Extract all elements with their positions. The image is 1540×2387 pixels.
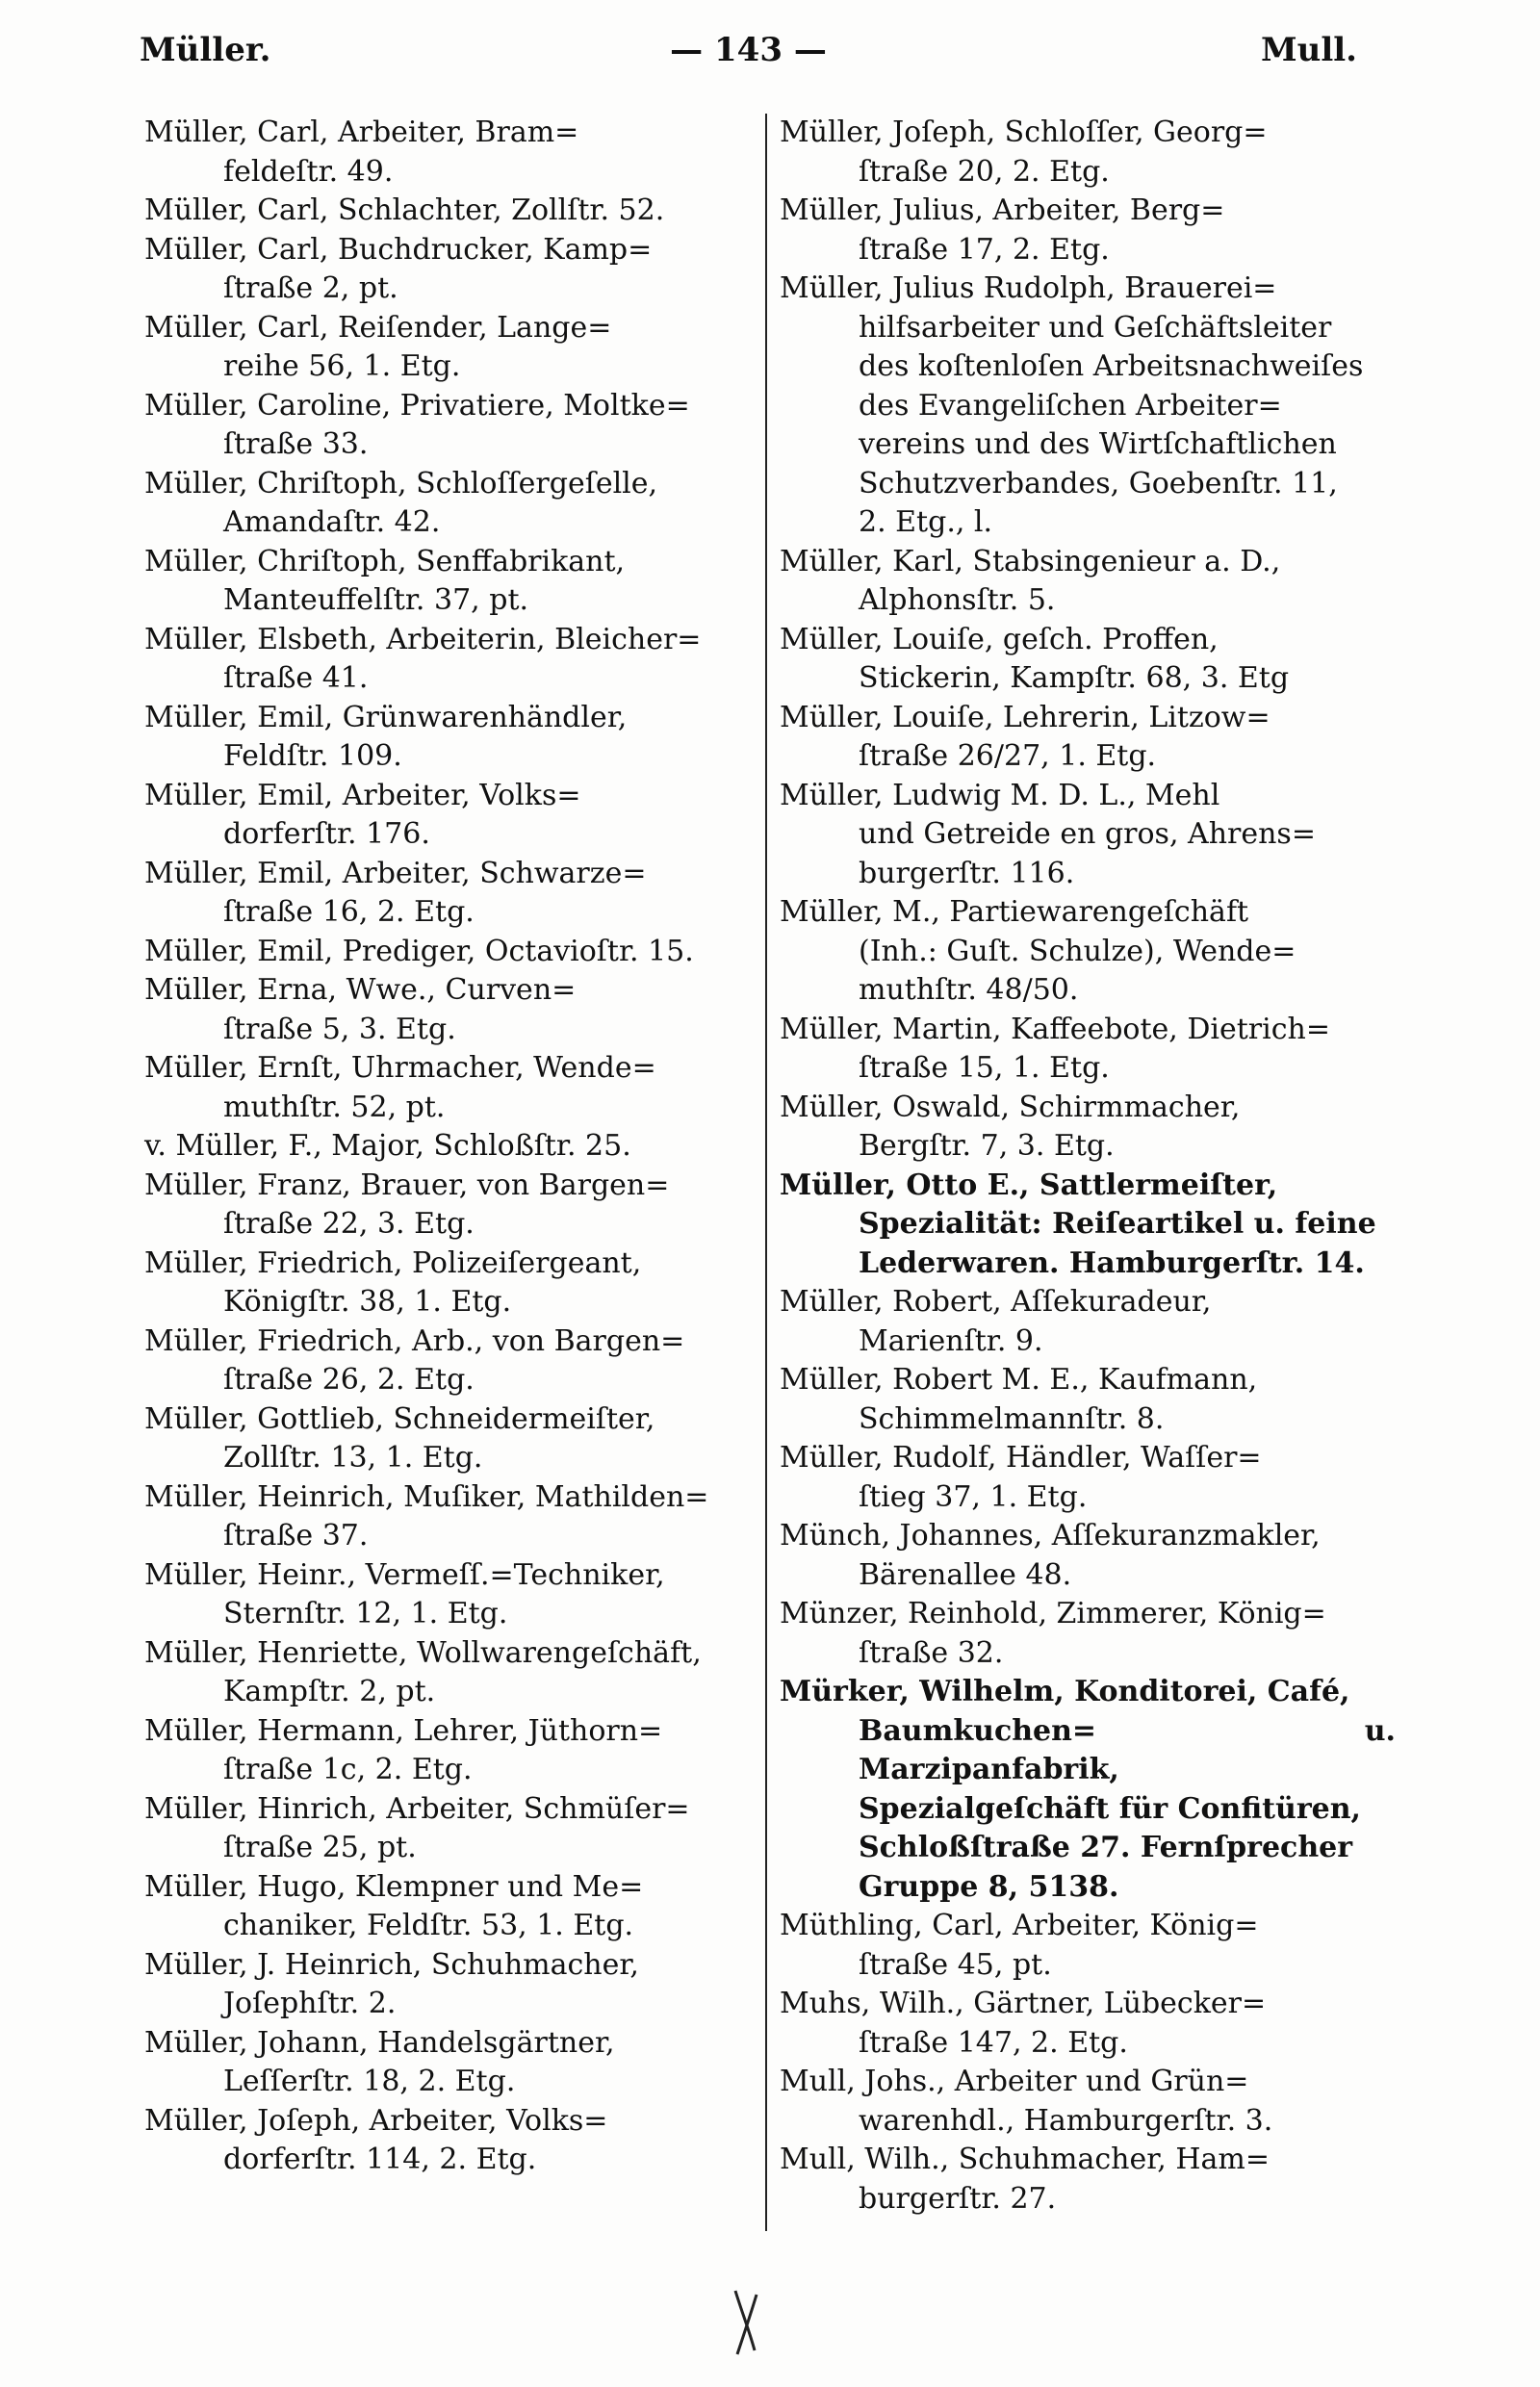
directory-entry: [144, 1556, 751, 1634]
entry-continuation-line: vereins und des Wirtſchaftlichen: [859, 427, 1337, 461]
entry-name-line: Müller, Hermann, Lehrer, Jüthorn=: [144, 1713, 663, 1748]
directory-entry: [780, 621, 1396, 699]
directory-entry: [144, 543, 751, 621]
entry-name-line: Müller, Heinrich, Muſiker, Mathilden=: [144, 1479, 709, 1514]
entry-name-line: Müller, Friedrich, Polizeiſergeant,: [144, 1245, 642, 1280]
directory-entry: [144, 1946, 751, 2024]
directory-entry: [144, 933, 751, 972]
entry-name-line: Müller, Karl, Stabsingenieur a. D.,: [780, 544, 1281, 578]
entry-continuation-line: hilfsarbeiter und Geſchäftsleiter: [859, 310, 1332, 345]
entry-name-line: Müller, Johann, Handelsgärtner,: [144, 2025, 615, 2060]
directory-entry: [780, 1011, 1396, 1089]
entry-name-line: Müller, Ludwig M. D. L., Mehl: [780, 778, 1220, 812]
directory-entry: [780, 1907, 1396, 1985]
entry-continuation-line: Zollſtr. 13, 1. Etg.: [223, 1441, 483, 1475]
entry-continuation-line: Schimmelmannſtr. 8.: [859, 1401, 1165, 1436]
entry-name-line: Müller, Hinrich, Arbeiter, Schmüſer=: [144, 1791, 690, 1826]
directory-entry: [780, 192, 1396, 270]
entry-name-line: Müller, Emil, Arbeiter, Schwarze=: [144, 856, 647, 890]
entry-continuation-line: Baumkuchen= u. Marzipanfabrik,: [859, 1713, 1396, 1786]
entry-continuation-line: ſtraße 22, 3. Etg.: [223, 1207, 475, 1241]
directory-entry: [780, 699, 1396, 777]
directory-entry: [780, 114, 1396, 192]
entry-continuation-line: Schloßſtraße 27. Fernſprecher: [859, 1831, 1353, 1864]
column-divider: [765, 114, 767, 2231]
entry-continuation-line: feldeſtr. 49.: [223, 154, 394, 189]
entry-continuation-line: muthſtr. 52, pt.: [223, 1090, 446, 1124]
entry-continuation-line: ſtraße 45, pt.: [859, 1947, 1052, 1982]
entry-continuation-line: burgerſtr. 116.: [859, 856, 1075, 890]
page-number: — 143 —: [670, 31, 827, 69]
pencil-x-mark: [728, 2281, 766, 2358]
directory-entry: [780, 2063, 1396, 2141]
entry-name-line: Müller, Heinr., Vermeſſ.=Techniker,: [144, 1557, 665, 1592]
directory-entry: [144, 1400, 751, 1478]
directory-entry: [144, 114, 751, 192]
directory-entry: [780, 1283, 1396, 1361]
entry-name-line: Müller, Chriſtoph, Senffabrikant,: [144, 544, 626, 578]
entry-continuation-line: (Inh.: Guſt. Schulze), Wende=: [859, 934, 1296, 968]
directory-entry: [780, 893, 1396, 1011]
directory-entry: [144, 1790, 751, 1868]
directory-entry: [780, 543, 1396, 621]
entry-name-line: Müller, M., Partiewarengeſchäft: [780, 895, 1249, 929]
directory-entry: [144, 1127, 751, 1167]
entry-name-line: Müller, Hugo, Klempner und Me=: [144, 1869, 644, 1904]
entry-continuation-line: des Evangeliſchen Arbeiter=: [859, 388, 1282, 423]
page-header: [140, 21, 1357, 79]
entry-continuation-line: ſtraße 41.: [223, 661, 369, 695]
entry-name-line: Müller, J. Heinrich, Schuhmacher,: [144, 1947, 639, 1982]
entry-name-line: Müller, Chriſtoph, Schloſſergeſelle,: [144, 466, 658, 500]
directory-entry: [144, 971, 751, 1049]
entry-continuation-line: ſtraße 2, pt.: [223, 271, 398, 305]
directory-entry: [780, 1595, 1396, 1673]
directory-entry: [144, 621, 751, 699]
entry-name-line: Müller, Carl, Reiſender, Lange=: [144, 310, 612, 345]
directory-entry: [144, 2024, 751, 2102]
entry-name-line: Müller, Rudolf, Händler, Waſſer=: [780, 1441, 1262, 1475]
entry-continuation-line: ſtraße 5, 3. Etg.: [223, 1012, 456, 1046]
entry-continuation-line: 2. Etg., l.: [859, 505, 993, 539]
entry-name-line: Münzer, Reinhold, Zimmerer, König=: [780, 1597, 1326, 1630]
entry-continuation-line: ſtraße 15, 1. Etg.: [859, 1051, 1110, 1085]
directory-entry: [780, 777, 1396, 894]
entry-name-line: Müller, Louiſe, geſch. Proffen,: [780, 622, 1219, 656]
entry-continuation-line: chaniker, Feldſtr. 53, 1. Etg.: [223, 1909, 634, 1942]
entry-name-line: Müller, Joſeph, Schloſſer, Georg=: [780, 116, 1268, 149]
entry-continuation-line: ſtraße 16, 2. Etg.: [223, 895, 475, 929]
directory-entry: [144, 777, 751, 855]
entry-continuation-line: Leſſerſtr. 18, 2. Etg.: [223, 2065, 516, 2098]
entry-continuation-line: des koſtenloſen Arbeitsnachweiſes: [859, 349, 1364, 383]
entry-name-line: Müller, Elsbeth, Arbeiterin, Bleicher=: [144, 622, 702, 656]
directory-entry: [144, 1245, 751, 1322]
entry-continuation-line: ſtraße 26, 2. Etg.: [223, 1363, 475, 1397]
entry-continuation-line: Kampſtr. 2, pt.: [223, 1675, 436, 1708]
entry-name-line: Müller, Emil, Prediger, Octavioſtr. 15.: [144, 934, 694, 968]
directory-entry: [780, 1167, 1396, 1284]
directory-entry: [144, 855, 751, 933]
entry-name-line: Mürker, Wilhelm, Konditorei, Café,: [780, 1675, 1350, 1708]
entry-continuation-line: Spezialgeſchäft für Confitüren,: [859, 1791, 1361, 1826]
entry-continuation-line: Spezialität: Reiſeartikel u. feine: [859, 1207, 1376, 1241]
entry-name-line: Muhs, Wilh., Gärtner, Lübecker=: [780, 1987, 1267, 2020]
directory-entry: [780, 1439, 1396, 1517]
header-right-keyword: Mull.: [1260, 31, 1357, 69]
entry-continuation-line: dorferſtr. 176.: [223, 817, 430, 851]
directory-entry: [144, 387, 751, 465]
entry-continuation-line: dorferſtr. 114, 2. Etg.: [223, 2143, 537, 2176]
directory-entry: [780, 1517, 1396, 1595]
entry-continuation-line: ſtieg 37, 1. Etg.: [859, 1479, 1088, 1514]
entry-name-line: Müller, Julius, Arbeiter, Berg=: [780, 193, 1225, 227]
entry-continuation-line: ſtraße 147, 2. Etg.: [859, 2025, 1128, 2060]
entry-name-line: Müller, Robert M. E., Kaufmann,: [780, 1363, 1258, 1397]
entry-continuation-line: ſtraße 25, pt.: [223, 1831, 417, 1864]
directory-entry: [144, 231, 751, 309]
entry-continuation-line: Königſtr. 38, 1. Etg.: [223, 1285, 512, 1319]
entry-name-line: v. Müller, F., Major, Schloßſtr. 25.: [144, 1129, 631, 1163]
directory-entry: [144, 1049, 751, 1127]
directory-entry: [144, 1868, 751, 1946]
entry-name-line: Müller, Gottlieb, Schneidermeiſter,: [144, 1401, 655, 1436]
entry-continuation-line: Stickerin, Kampſtr. 68, 3. Etg: [859, 661, 1290, 695]
entry-name-line: Müller, Joſeph, Arbeiter, Volks=: [144, 2103, 608, 2138]
entry-name-line: Müller, Ernſt, Uhrmacher, Wende=: [144, 1051, 656, 1085]
directory-entry: [780, 270, 1396, 543]
entry-name-line: Müller, Friedrich, Arb., von Bargen=: [144, 1323, 685, 1358]
entry-continuation-line: ſtraße 26/27, 1. Etg.: [859, 739, 1157, 773]
entry-continuation-line: Bergſtr. 7, 3. Etg.: [859, 1129, 1115, 1163]
directory-entry: [144, 699, 751, 777]
entry-continuation-line: Sternſtr. 12, 1. Etg.: [223, 1597, 508, 1630]
directory-entry: [144, 1478, 751, 1556]
entry-continuation-line: ſtraße 32.: [859, 1635, 1004, 1670]
entry-continuation-line: Manteuffelſtr. 37, pt.: [223, 583, 529, 617]
entry-name-line: Müller, Julius Rudolph, Brauerei=: [780, 271, 1277, 305]
entry-name-line: Müller, Oswald, Schirmmacher,: [780, 1090, 1241, 1124]
entry-continuation-line: Lederwaren. Hamburgerſtr. 14.: [859, 1245, 1365, 1280]
directory-entry: [144, 1712, 751, 1790]
entry-name-line: Müller, Carl, Arbeiter, Bram=: [144, 116, 579, 149]
directory-entry: [144, 1322, 751, 1400]
directory-entry: [780, 2141, 1396, 2219]
entry-continuation-line: Alphonsſtr. 5.: [859, 583, 1056, 617]
entry-continuation-line: Amandaſtr. 42.: [223, 505, 441, 539]
directory-entry: [144, 192, 751, 231]
directory-entry: [144, 465, 751, 543]
entry-name-line: Müller, Otto E., Sattlermeiſter,: [780, 1168, 1278, 1202]
entry-continuation-line: ſtraße 17, 2. Etg.: [859, 232, 1110, 267]
entry-name-line: Münch, Johannes, Aſſekuranzmakler,: [780, 1519, 1321, 1553]
entry-name-line: Müthling, Carl, Arbeiter, König=: [780, 1909, 1259, 1942]
entry-name-line: Müller, Franz, Brauer, von Bargen=: [144, 1168, 670, 1202]
entry-continuation-line: ſtraße 33.: [223, 427, 369, 461]
directory-entry: [144, 2102, 751, 2180]
directory-entry: [144, 1167, 751, 1245]
entry-continuation-line: reihe 56, 1. Etg.: [223, 349, 461, 383]
entry-name-line: Müller, Henriette, Wollwarengeſchäft,: [144, 1635, 702, 1670]
left-column: [144, 114, 751, 2180]
directory-entry: [780, 1985, 1396, 2063]
entry-name-line: Müller, Emil, Arbeiter, Volks=: [144, 778, 581, 812]
entry-name-line: Müller, Carl, Schlachter, Zollſtr. 52.: [144, 193, 665, 227]
entry-name-line: Mull, Wilh., Schuhmacher, Ham=: [780, 2143, 1270, 2176]
header-left-keyword: Müller.: [140, 31, 271, 69]
entry-name-line: Müller, Caroline, Privatiere, Moltke=: [144, 388, 690, 423]
entry-continuation-line: burgerſtr. 27.: [859, 2181, 1057, 2216]
entry-continuation-line: warenhdl., Hamburgerſtr. 3.: [859, 2103, 1273, 2138]
directory-entry: [780, 1361, 1396, 1439]
entry-continuation-line: Schutzverbandes, Goebenſtr. 11,: [859, 466, 1338, 500]
entry-name-line: Müller, Erna, Wwe., Curven=: [144, 973, 577, 1007]
entry-continuation-line: Joſephſtr. 2.: [223, 1987, 397, 2020]
entry-name-line: Müller, Martin, Kaffeebote, Dietrich=: [780, 1012, 1331, 1046]
entry-continuation-line: Feldſtr. 109.: [223, 739, 402, 773]
entry-continuation-line: ſtraße 1c, 2. Etg.: [223, 1753, 473, 1786]
entry-continuation-line: ſtraße 20, 2. Etg.: [859, 154, 1110, 189]
entry-name-line: Müller, Carl, Buchdrucker, Kamp=: [144, 232, 653, 267]
entry-continuation-line: Marienſtr. 9.: [859, 1323, 1043, 1358]
entry-name-line: Müller, Robert, Aſſekuradeur,: [780, 1285, 1212, 1319]
entry-continuation-line: Bärenallee 48.: [859, 1557, 1072, 1592]
entry-name-line: Mull, Johs., Arbeiter und Grün=: [780, 2065, 1249, 2098]
entry-continuation-line: ſtraße 37.: [223, 1519, 369, 1553]
entry-continuation-line: und Getreide en gros, Ahrens=: [859, 817, 1316, 851]
right-column: [780, 114, 1396, 2219]
entry-name-line: Müller, Louiſe, Lehrerin, Litzow=: [780, 700, 1270, 734]
directory-entry: [144, 1634, 751, 1712]
directory-entry: [780, 1089, 1396, 1167]
directory-entry: [780, 1673, 1396, 1907]
entry-continuation-line: muthſtr. 48/50.: [859, 973, 1079, 1007]
directory-entry: [144, 309, 751, 387]
entry-continuation-line: Gruppe 8, 5138.: [859, 1869, 1119, 1904]
entry-name-line: Müller, Emil, Grünwarenhändler,: [144, 700, 628, 734]
